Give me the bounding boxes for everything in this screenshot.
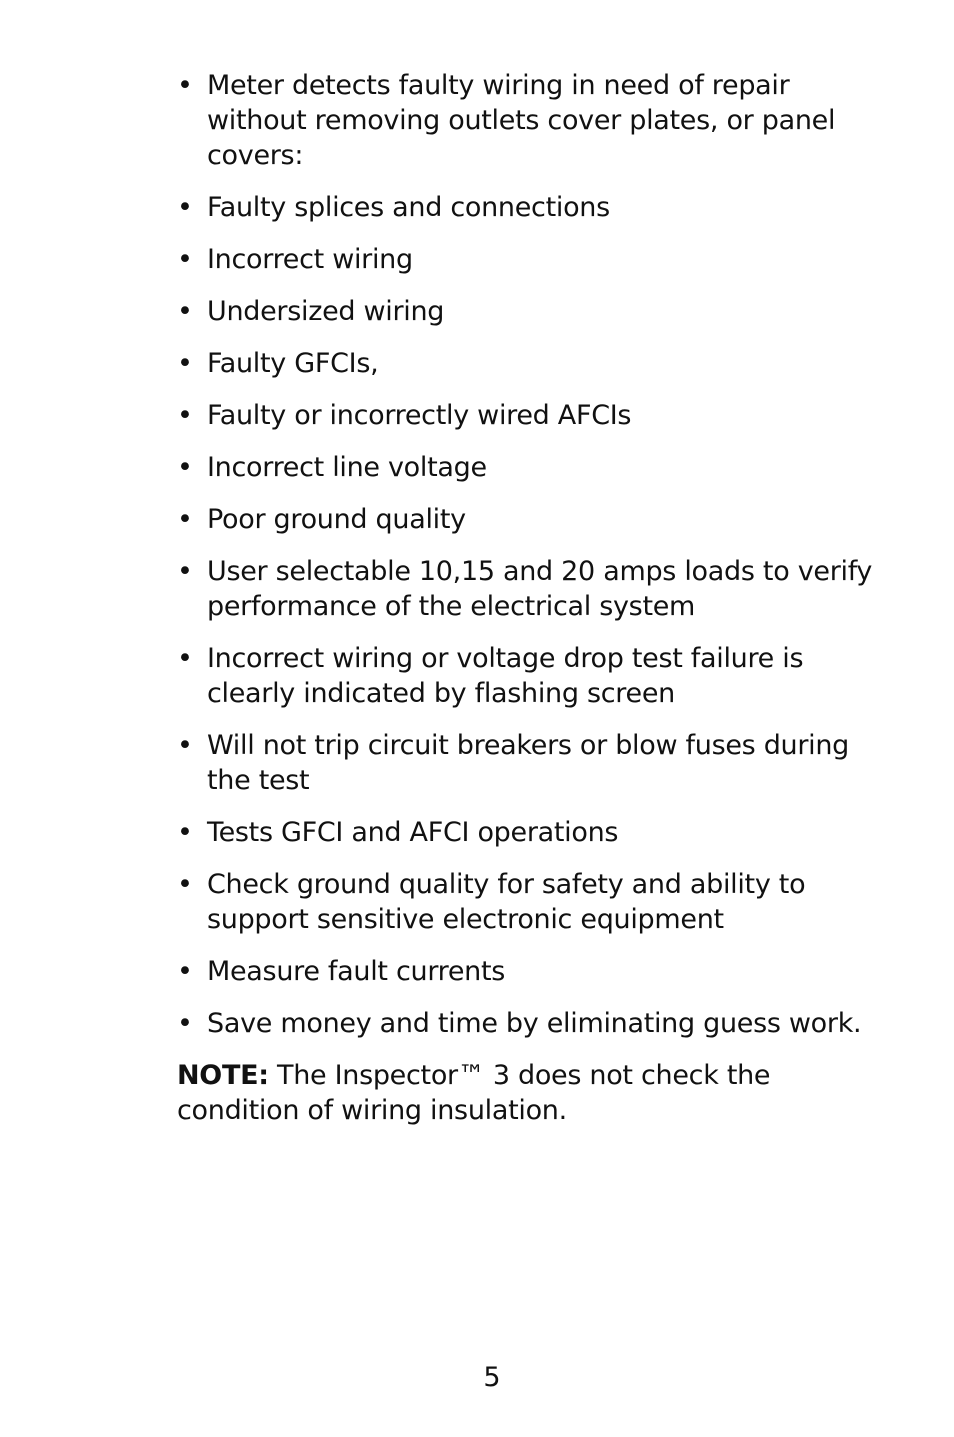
list-item [177, 867, 897, 937]
feature-list [177, 68, 897, 1041]
bullet-icon: • [177, 956, 193, 987]
bullet-icon: • [177, 192, 193, 223]
bullet-icon: • [177, 643, 193, 674]
list-item [177, 954, 897, 989]
list-item-text: Meter detects faulty wiring in need of repair without removing outlets cover plates, or panel covers: [207, 70, 836, 171]
list-item-text: Faulty GFCIs, [207, 348, 379, 379]
list-item [177, 450, 897, 485]
list-item-text: Measure fault currents [207, 956, 506, 987]
list-item-text: Will not trip circuit breakers or blow fuses during the test [207, 730, 849, 796]
bullet-icon: • [177, 817, 193, 848]
bullet-icon: • [177, 348, 193, 379]
bullet-icon: • [177, 452, 193, 483]
bullet-icon: • [177, 296, 193, 327]
bullet-icon: • [177, 730, 193, 761]
list-item-text: Incorrect wiring [207, 244, 413, 275]
list-item-text: Save money and time by eliminating guess work. [207, 1008, 862, 1039]
page-number: 5 [483, 1362, 501, 1393]
list-item [177, 728, 897, 798]
list-item [177, 242, 897, 277]
list-item-text: Tests GFCI and AFCI operations [207, 817, 619, 848]
note-text: The Inspector™ 3 does not check the condition of wiring insulation. [177, 1060, 771, 1126]
bullet-icon: • [177, 504, 193, 535]
list-item-text: Poor ground quality [207, 504, 466, 535]
list-item [177, 1006, 897, 1041]
list-item-text: Faulty splices and connections [207, 192, 610, 223]
list-item [177, 190, 897, 225]
bullet-icon: • [177, 1008, 193, 1039]
list-item-text: User selectable 10,15 and 20 amps loads to verify performance of the electrical system [207, 556, 873, 622]
list-item [177, 641, 897, 711]
note-paragraph [177, 1058, 897, 1128]
list-item-text: Undersized wiring [207, 296, 445, 327]
bullet-icon: • [177, 556, 193, 587]
list-item [177, 502, 897, 537]
bullet-icon: • [177, 869, 193, 900]
list-item [177, 398, 897, 433]
list-item-text: Check ground quality for safety and ability to support sensitive electronic equipment [207, 869, 806, 935]
bullet-icon: • [177, 400, 193, 431]
bullet-icon: • [177, 244, 193, 275]
page-content [177, 68, 897, 1128]
list-item [177, 346, 897, 381]
list-item [177, 294, 897, 329]
list-item-text: Faulty or incorrectly wired AFCIs [207, 400, 632, 431]
list-item [177, 815, 897, 850]
list-item-text: Incorrect line voltage [207, 452, 487, 483]
bullet-icon: • [177, 70, 193, 101]
list-item [177, 554, 897, 624]
list-item [177, 68, 897, 173]
note-label: NOTE: [177, 1060, 269, 1091]
list-item-text: Incorrect wiring or voltage drop test failure is clearly indicated by flashing screen [207, 643, 804, 709]
